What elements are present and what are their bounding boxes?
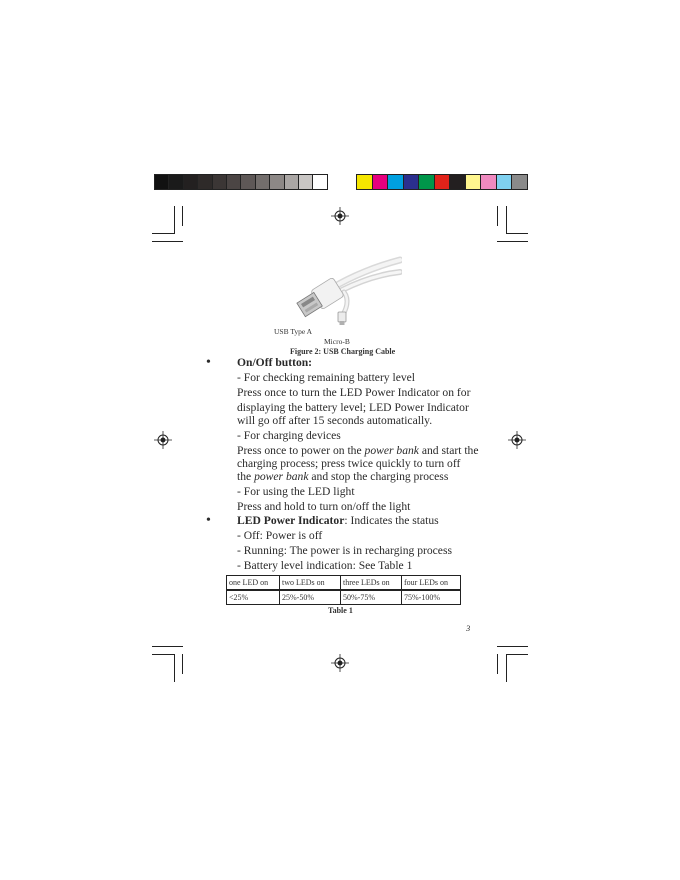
color-swatch (168, 174, 183, 190)
led-status-running: - Running: The power is in recharging process (237, 544, 452, 557)
crop-mark (506, 654, 528, 655)
color-swatch (387, 174, 404, 190)
led-status-level: - Battery level indication: See Table 1 (237, 559, 413, 572)
table-cell: 50%-75% (341, 590, 402, 605)
item2-text: and stop the charging process (308, 470, 449, 483)
crop-mark (497, 646, 528, 647)
crop-mark (174, 654, 175, 682)
crop-mark (497, 241, 528, 242)
crop-mark (152, 646, 183, 647)
crop-mark (152, 233, 174, 234)
color-swatch (480, 174, 497, 190)
crop-mark (506, 206, 507, 234)
item2-title: - For charging devices (237, 429, 341, 442)
item3-line: Press and hold to turn on/off the light (237, 500, 411, 513)
item1-line: displaying the battery level; LED Power Indicator (237, 401, 469, 414)
item3-title: - For using the LED light (237, 485, 355, 498)
color-swatch (418, 174, 435, 190)
led-heading: LED Power Indicator (237, 514, 345, 527)
bullet-icon: • (206, 355, 211, 370)
crop-mark (174, 206, 175, 234)
color-swatch (511, 174, 528, 190)
page-number: 3 (466, 623, 471, 633)
crop-mark (497, 654, 498, 674)
color-swatch (312, 174, 327, 190)
micro-b-label: Micro-B (324, 337, 350, 346)
item2-line: charging process; press twice quickly to turn off (237, 457, 461, 470)
crop-mark (152, 654, 174, 655)
crop-mark (182, 654, 183, 674)
item1-title: - For checking remaining battery level (237, 371, 416, 384)
color-swatch (356, 174, 373, 190)
color-swatch (434, 174, 451, 190)
table-row (227, 576, 461, 591)
crop-mark (152, 241, 183, 242)
battery-level-table (226, 575, 461, 605)
color-swatch (226, 174, 241, 190)
crop-mark (497, 206, 498, 226)
color-swatch (183, 174, 198, 190)
color-swatch (298, 174, 313, 190)
color-swatch (449, 174, 466, 190)
table-header-cell: three LEDs on (341, 576, 402, 591)
registration-mark-icon (154, 431, 172, 449)
color-swatch (240, 174, 255, 190)
color-swatch (255, 174, 270, 190)
item1-line: Press once to turn the LED Power Indicator on for (237, 386, 471, 399)
registration-mark-icon (331, 207, 349, 225)
usb-cable-image (292, 256, 402, 336)
color-swatch (154, 174, 169, 190)
table-header-cell: one LED on (227, 576, 280, 591)
color-swatch (197, 174, 212, 190)
led-status-off: - Off: Power is off (237, 529, 323, 542)
registration-mark-icon (331, 654, 349, 672)
table-cell: 75%-100% (402, 590, 461, 605)
table-header-cell: four LEDs on (402, 576, 461, 591)
color-swatch (372, 174, 389, 190)
color-swatch (284, 174, 299, 190)
table-cell: 25%-50% (280, 590, 341, 605)
item1-line: will go off after 15 seconds automatically. (237, 414, 433, 427)
crop-mark (506, 233, 528, 234)
item2-line (237, 469, 448, 484)
color-swatch (465, 174, 482, 190)
led-heading-line (237, 513, 439, 528)
item2-text: and start the (418, 444, 479, 457)
color-swatch (496, 174, 513, 190)
color-swatch (212, 174, 227, 190)
item2-text: Press once to power on the (237, 444, 365, 457)
table-row (227, 590, 461, 605)
crop-mark (506, 654, 507, 682)
crop-mark (182, 206, 183, 226)
usb-type-a-label: USB Type A (274, 327, 313, 336)
onoff-heading: On/Off button: (237, 356, 313, 369)
power-bank-term: power bank (254, 470, 309, 483)
power-bank-term: power bank (364, 444, 419, 457)
color-swatch (269, 174, 284, 190)
led-heading-rest: : Indicates the status (344, 514, 439, 527)
color-swatch (403, 174, 420, 190)
table-header-cell: two LEDs on (280, 576, 341, 591)
table-cell: <25% (227, 590, 280, 605)
registration-mark-icon (508, 431, 526, 449)
table-caption: Table 1 (328, 606, 353, 615)
bullet-icon: • (206, 513, 211, 528)
item2-text: the (237, 470, 255, 483)
figure-caption: Figure 2: USB Charging Cable (290, 347, 396, 356)
